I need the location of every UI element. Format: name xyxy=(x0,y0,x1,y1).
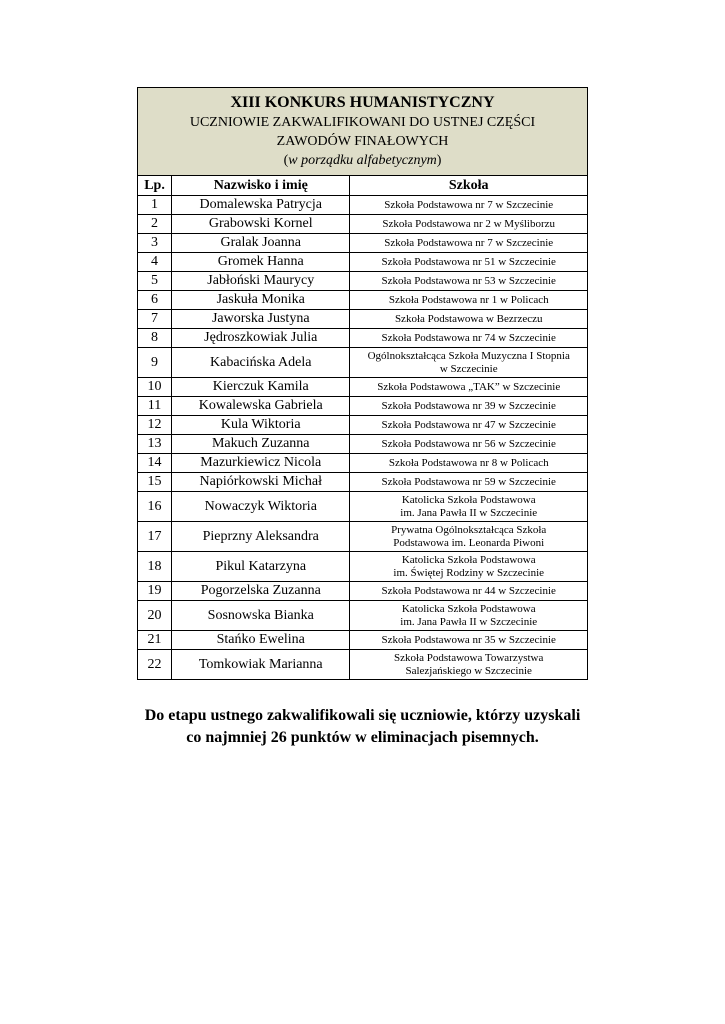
row-number: 12 xyxy=(138,416,172,435)
column-header-lp: Lp. xyxy=(138,176,172,196)
table-row xyxy=(138,397,588,416)
row-number: 18 xyxy=(138,552,172,582)
table-row xyxy=(138,253,588,272)
school-name-line: Ogólnokształcąca Szkoła Muzyczna I Stopnia xyxy=(367,349,570,362)
row-number: 16 xyxy=(138,492,172,522)
table-row xyxy=(138,215,588,234)
student-name: Makuch Zuzanna xyxy=(172,435,350,454)
row-number: 15 xyxy=(138,473,172,492)
student-name: Tomkowiak Marianna xyxy=(172,650,350,680)
school-name-line: Katolicka Szkoła Podstawowa xyxy=(401,493,536,506)
row-number: 19 xyxy=(138,582,172,601)
student-name: Gromek Hanna xyxy=(172,253,350,272)
student-name: Jaworska Justyna xyxy=(172,310,350,329)
school-name-line: Szkoła Podstawowa nr 47 w Szczecinie xyxy=(381,418,556,431)
school-name-line: Salezjańskiego w Szczecinie xyxy=(405,664,532,677)
school-name-line: Podstawowa im. Leonarda Piwoni xyxy=(393,536,545,549)
table-row xyxy=(138,454,588,473)
school-name-line: Szkoła Podstawowa „TAK” w Szczecinie xyxy=(377,380,561,393)
school-name xyxy=(350,492,588,522)
school-name xyxy=(350,650,588,680)
table-row xyxy=(138,492,588,522)
school-name-line: im. Jana Pawła II w Szczecinie xyxy=(400,615,538,628)
school-name xyxy=(350,272,588,291)
table-row xyxy=(138,631,588,650)
qualified-students-table xyxy=(137,87,588,680)
student-name: Stańko Ewelina xyxy=(172,631,350,650)
school-name xyxy=(350,215,588,234)
row-number: 11 xyxy=(138,397,172,416)
table-row xyxy=(138,650,588,680)
school-name xyxy=(350,416,588,435)
row-number: 7 xyxy=(138,310,172,329)
table-body xyxy=(138,196,588,680)
row-number: 4 xyxy=(138,253,172,272)
student-name: Kierczuk Kamila xyxy=(172,378,350,397)
school-name xyxy=(350,631,588,650)
school-name xyxy=(350,196,588,215)
table-row xyxy=(138,552,588,582)
school-name-line: Szkoła Podstawowa nr 56 w Szczecinie xyxy=(381,437,556,450)
school-name-line: Katolicka Szkoła Podstawowa xyxy=(401,602,536,615)
school-name xyxy=(350,329,588,348)
student-name: Jabłoński Maurycy xyxy=(172,272,350,291)
school-name xyxy=(350,454,588,473)
row-number: 8 xyxy=(138,329,172,348)
school-name-line: Szkoła Podstawowa nr 53 w Szczecinie xyxy=(381,274,556,287)
row-number: 9 xyxy=(138,348,172,378)
contest-title: XIII KONKURS HUMANISTYCZNY xyxy=(230,94,495,111)
table-row xyxy=(138,416,588,435)
subtitle-line-2: ZAWODÓW FINAŁOWYCH xyxy=(276,134,449,149)
row-number: 21 xyxy=(138,631,172,650)
student-name: Pogorzelska Zuzanna xyxy=(172,582,350,601)
column-header-school: Szkoła xyxy=(350,176,588,196)
row-number: 1 xyxy=(138,196,172,215)
column-header-name: Nazwisko i imię xyxy=(172,176,350,196)
student-name: Kabacińska Adela xyxy=(172,348,350,378)
row-number: 13 xyxy=(138,435,172,454)
school-name-line: Szkoła Podstawowa nr 59 w Szczecinie xyxy=(381,475,556,488)
subtitle-line-3: (w porządku alfabetycznym) xyxy=(283,153,442,168)
school-name xyxy=(350,552,588,582)
row-number: 22 xyxy=(138,650,172,680)
school-name-line: Szkoła Podstawowa nr 7 w Szczecinie xyxy=(384,236,554,249)
row-number: 6 xyxy=(138,291,172,310)
school-name xyxy=(350,348,588,378)
table-row xyxy=(138,582,588,601)
school-name-line: Szkoła Podstawowa nr 51 w Szczecinie xyxy=(381,255,556,268)
table-row xyxy=(138,522,588,552)
school-name xyxy=(350,397,588,416)
row-number: 17 xyxy=(138,522,172,552)
student-name: Pikul Katarzyna xyxy=(172,552,350,582)
student-name: Grabowski Kornel xyxy=(172,215,350,234)
school-name-line: Katolicka Szkoła Podstawowa xyxy=(401,553,536,566)
school-name xyxy=(350,582,588,601)
row-number: 14 xyxy=(138,454,172,473)
school-name-line: Szkoła Podstawowa nr 44 w Szczecinie xyxy=(381,584,556,597)
school-name xyxy=(350,601,588,631)
table-row xyxy=(138,310,588,329)
school-name-line: Prywatna Ogólnokształcąca Szkoła xyxy=(391,523,547,536)
table-row xyxy=(138,291,588,310)
table-row xyxy=(138,196,588,215)
school-name-line: Szkoła Podstawowa nr 2 w Myśliborzu xyxy=(382,217,556,230)
school-name-line: w Szczecinie xyxy=(439,362,498,375)
school-name xyxy=(350,522,588,552)
school-name xyxy=(350,310,588,329)
table-row xyxy=(138,378,588,397)
school-name-line: im. Świętej Rodziny w Szczecinie xyxy=(393,566,545,579)
school-name-line: im. Jana Pawła II w Szczecinie xyxy=(400,506,538,519)
note-line-2: co najmniej 26 punktów w eliminacjach pisemnych. xyxy=(186,729,539,746)
school-name-line: Szkoła Podstawowa nr 35 w Szczecinie xyxy=(381,633,556,646)
row-number: 2 xyxy=(138,215,172,234)
table-row xyxy=(138,272,588,291)
school-name-line: Szkoła Podstawowa nr 39 w Szczecinie xyxy=(381,399,556,412)
table-row xyxy=(138,234,588,253)
student-name: Napiórkowski Michał xyxy=(172,473,350,492)
student-name: Domalewska Patrycja xyxy=(172,196,350,215)
student-name: Jaskuła Monika xyxy=(172,291,350,310)
student-name: Sosnowska Bianka xyxy=(172,601,350,631)
school-name-line: Szkoła Podstawowa nr 7 w Szczecinie xyxy=(384,198,554,211)
school-name xyxy=(350,378,588,397)
school-name-line: Szkoła Podstawowa Towarzystwa xyxy=(394,651,544,664)
subtitle-line-1: UCZNIOWIE ZAKWALIFIKOWANI DO USTNEJ CZĘŚCI xyxy=(189,115,536,130)
table-row xyxy=(138,473,588,492)
qualification-note xyxy=(0,705,725,749)
student-name: Gralak Joanna xyxy=(172,234,350,253)
school-name-line: Szkoła Podstawowa nr 1 w Policach xyxy=(388,293,549,306)
table-row xyxy=(138,601,588,631)
table-header xyxy=(138,88,588,176)
school-name xyxy=(350,253,588,272)
school-name xyxy=(350,234,588,253)
school-name xyxy=(350,291,588,310)
row-number: 20 xyxy=(138,601,172,631)
row-number: 5 xyxy=(138,272,172,291)
student-name: Mazurkiewicz Nicola xyxy=(172,454,350,473)
student-name: Kula Wiktoria xyxy=(172,416,350,435)
table-row xyxy=(138,329,588,348)
school-name xyxy=(350,435,588,454)
student-name: Jędroszkowiak Julia xyxy=(172,329,350,348)
school-name-line: Szkoła Podstawowa nr 74 w Szczecinie xyxy=(381,331,556,344)
school-name-line: Szkoła Podstawowa w Bezrzeczu xyxy=(394,312,543,325)
student-name: Nowaczyk Wiktoria xyxy=(172,492,350,522)
school-name xyxy=(350,473,588,492)
row-number: 3 xyxy=(138,234,172,253)
note-line-1: Do etapu ustnego zakwalifikowali się uczniowie, którzy uzyskali xyxy=(144,707,581,724)
table-row xyxy=(138,435,588,454)
student-name: Kowalewska Gabriela xyxy=(172,397,350,416)
school-name-line: Szkoła Podstawowa nr 8 w Policach xyxy=(388,456,549,469)
table-row xyxy=(138,348,588,378)
student-name: Pieprzny Aleksandra xyxy=(172,522,350,552)
row-number: 10 xyxy=(138,378,172,397)
